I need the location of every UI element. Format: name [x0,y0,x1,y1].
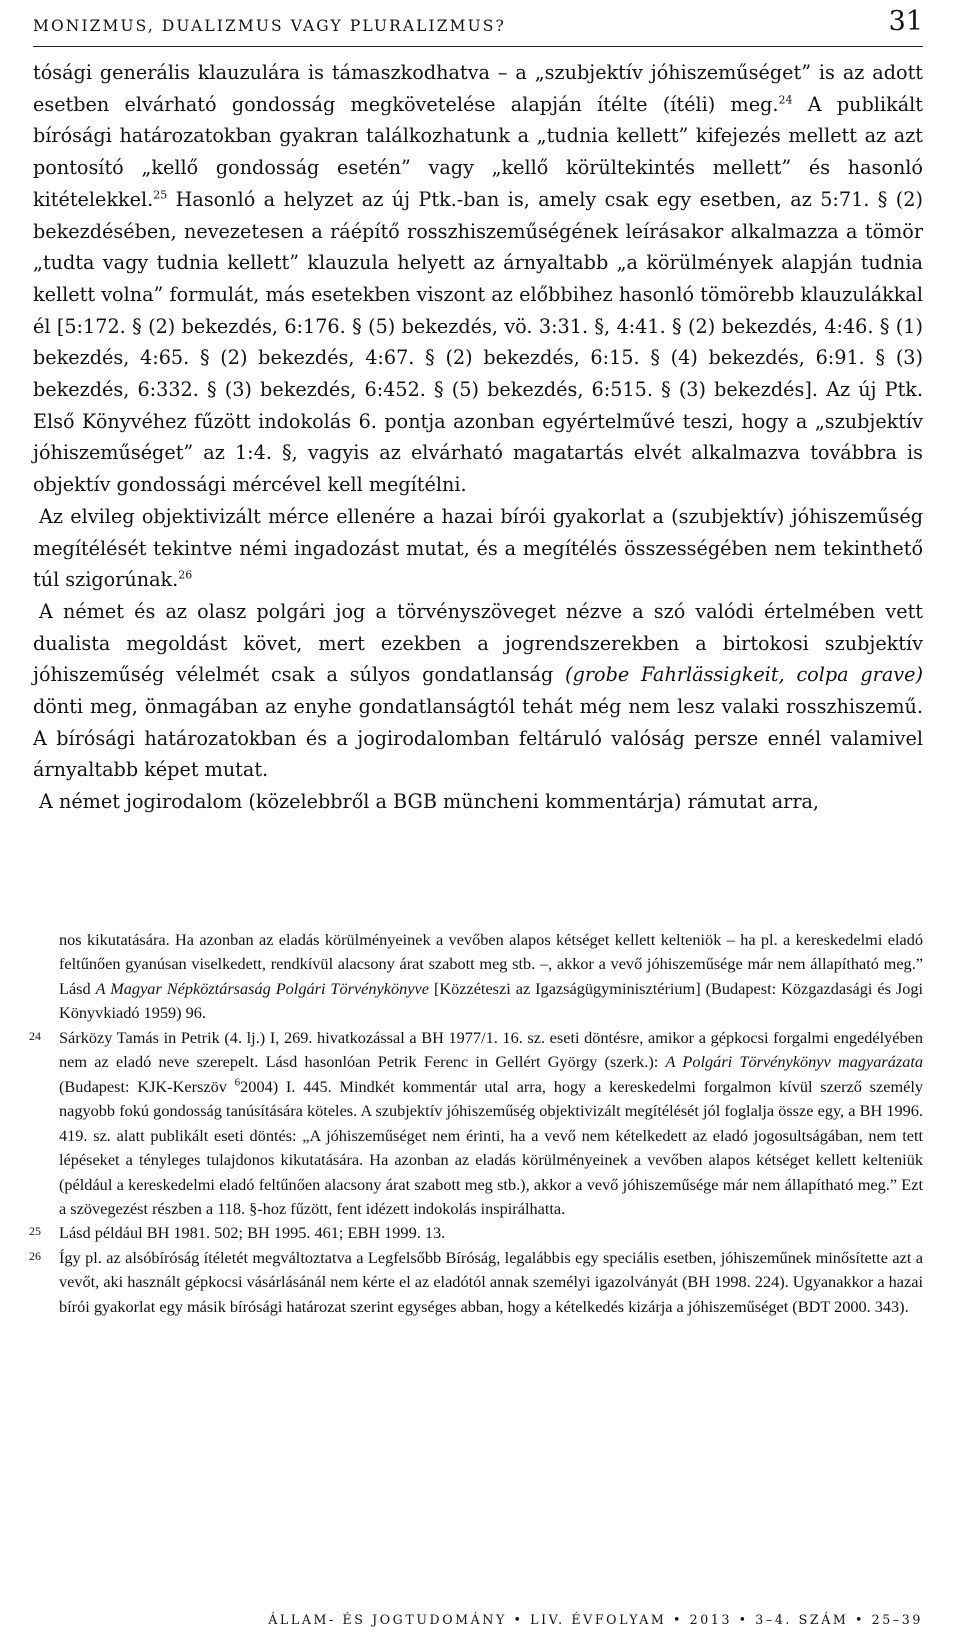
footnote-24-edition: 6 [234,1076,241,1089]
running-title: MONIZMUS, DUALIZMUS VAGY PLURALIZMUS? [33,17,506,35]
paragraph-1-part-c: Hasonló a helyzet az új Ptk.-ban is, amely csak egy esetben, az 5:71. § (2) bekezdésében, nevezetesen a ráépítő rosszhiszeműségének leírásakor alkalmazza a tömör „tudta vagy tudnia kellett” klauzula helyett az árnyaltabb „a körülmények alapján tudnia kellett volna” formulát, más esetekben viszont az előbbihez hasonló tömörebb klauzulákkal él [5:172. § (2) bekezdés, 6:176. § (5) bekezdés, vö. 3:31. §, 4:41. § (2) bekezdés, 4:46. § (1) bekezdés, 4:65. § (2) bekezdés, 4:67. § (2) bekezdés, 6:15. § (4) bekezdés, 6:91. § (3) bekezdés, 6:332. § (3) bekezdés, 6:452. § (5) bekezdés, 6:515. § (3) bekezdés]. Az új Ptk. Első Könyvéhez fűzött indokolás 6. pontja azonban egyértelművé teszi, hogy a „szubjektív jóhiszeműséget” az 1:4. §, vagyis az elvárható magatartás elvét alkalmazva továbbra is objektív gondossági mércével kell megítélni. [33,187,923,497]
paragraph-4 [33,786,923,818]
footnote-continuation-italic: A Magyar Népköztársaság Polgári Törvénykönyve [95,978,429,998]
paragraph-2-text: Az elvileg objektivizált mérce ellenére a hazai bírói gyakorlat a (szubjektív) jóhiszeműség megítélését tekintve némi ingadozást mutat, és a megítélés összességében nem tekinthető túl szigorúnak. [33,504,923,592]
footnote-24-number: 24 [29,1028,41,1043]
footnote-25-number: 25 [29,1224,41,1239]
main-text [33,57,923,818]
footnote-26-text: Így pl. az alsóbíróság ítéletét megváltoztatva a Legfelsőbb Bíróság, legalábbis egy speciális esetben, jóhiszeműnek minősítette azt a vevőt, aki használt gépkocsi vásárlásánál nem kérte el az eladótól annak személyi igazolványát (BH 1998. 224). Ugyanakkor a hazai bírói gyakorlat egy másik bírósági határozat szerint egységes abban, hogy a kételkedés kizárja a jóhiszeműséget (BDT 2000. 343). [59,1247,923,1316]
footnote-24 [29,1026,923,1222]
paragraph-1-part-b: A publikált bírósági határozatokban gyakran találkozhatunk a „tudnia kellett” kifejezés mellett az azt pontosító „kellő gondosság esetén” vagy „kellő körültekintés mellett” és hasonló kitételekkel. [33,92,923,211]
footnote-26 [29,1246,923,1319]
paragraph-1 [33,57,923,501]
footnote-continuation-part-a: nos kikutatására. Ha azonban az eladás körülményeinek a vevőben alapos kétséget kellett kelteniök – ha pl. a kereskedelmi eladó feltűnően gyanúsan viselkedett, rendkívül alacsony árat szabott meg stb. –, akkor a vevő jóhiszeműsége már nem állapítható meg.” Lásd [59,930,923,998]
footnote-26-number: 26 [29,1248,41,1263]
footnote-25 [29,1221,923,1245]
paragraph-4-text: A német jogirodalom (közelebbről a BGB müncheni kommentárja) rámutat arra, [39,790,820,814]
footnote-continuation-part-b: [Közzéteszi az Igazságügyminisztérium] (Budapest: Közgazdasági és Jogi Könyvkiadó 1959) 96. [59,978,923,1023]
footnote-ref-25[interactable]: 25 [153,188,168,202]
footnote-24-part-b: (Budapest: KJK-Kerszöv [59,1076,227,1096]
paragraph-3-part-b: dönti meg, önmagában az enyhe gondatlanságtól tehát még nem lesz valaki rosszhiszemű. A bírósági határozatokban és a jogirodalomban feltáruló valóság persze ennél valamivel árnyaltabb képet mutat. [33,695,923,782]
page-footer: ÁLLAM- ÉS JOGTUDOMÁNY • LIV. ÉVFOLYAM • 2013 • 3–4. SZÁM • 25–39 [268,1612,923,1627]
paragraph-3-italic: (grobe Fahrlässigkeit, colpa grave) [565,663,923,687]
footnote-ref-24[interactable]: 24 [778,93,793,107]
footnote-24-part-a: Sárközy Tamás in Petrik (4. lj.) I, 269. hivatkozással a BH 1977/1. 16. sz. eseti döntésre, amikor a gépkocsi forgalmi engedélyében nem az eladó neve szerepelt. Lásd hasonlóan Petrik Ferenc in Gellért György (szerk.): [59,1027,923,1072]
paragraph-3 [33,596,923,786]
paragraph-1-part-a: tósági generális klauzulára is támaszkodhatva – a „szubjektív jóhiszeműséget” is az adott esetben elvárható gondosság megkövetelése alapján ítélte (ítéli) meg. [33,61,923,116]
footnote-25-text: Lásd például BH 1981. 502; BH 1995. 461; EBH 1999. 13. [59,1223,446,1243]
page-number: 31 [888,6,923,37]
footnotes [29,928,923,1319]
page [29,0,923,1639]
footnote-ref-26[interactable]: 26 [178,568,193,582]
page-header [33,6,923,47]
footnote-24-italic: A Polgári Törvénykönyv magyarázata [665,1052,923,1072]
footnote-24-part-c: 2004) I. 445. Mindkét kommentár utal arra, hogy a kereskedelmi forgalmon kívül szerző személy nagyobb fokú gondosság tanúsítására köteles. A szubjektív jóhiszeműség objektivizált megítélését jól foglalja össze egy, a BH 1996. 419. sz. alatt publikált eseti döntés: „A jóhiszeműséget nem érinti, ha a vevő nem kételkedett az eladó jogosultságában, nem tett lépéseket a tényleges tulajdonos kikutatására. Ha azonban az eladás körülményeinek a vevőben alapos kétséget kellett kelteniük (például a kereskedelmi eladó feltűnően alacsony árat szabott meg stb.), akkor a vevő jóhiszeműsége már nem állapítható meg.” Ezt a szövegezést részben a 118. §-hoz fűzött, fent idézett indokolás inspirálhatta. [59,1076,923,1218]
footnote-continuation [33,928,923,1026]
paragraph-2 [33,501,923,596]
paragraph-3-part-a: A német és az olasz polgári jog a törvényszöveget nézve a szó valódi értelmében vett dualista megoldást követ, mert ezekben a jogrendszerekben a birtokosi szubjektív jóhiszeműség vélelmét csak a súlyos gondatlanság [33,599,923,687]
